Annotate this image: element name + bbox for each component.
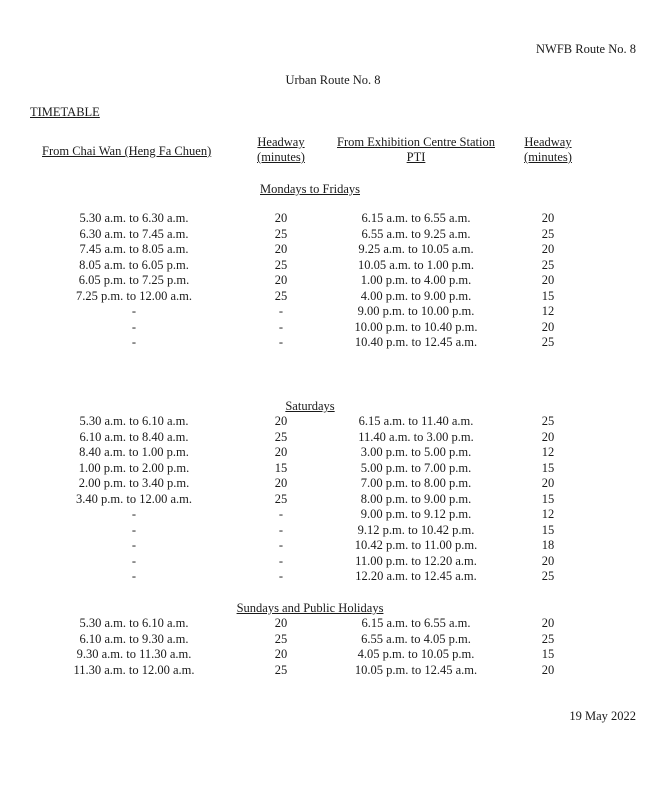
exhibition-headway: 25 <box>541 257 555 272</box>
timetable-weekdays <box>0 211 666 351</box>
exhibition-headway: 15 <box>541 647 555 661</box>
table-row <box>0 554 666 570</box>
exhibition-period: 12.20 a.m. to 12.45 a.m. <box>355 569 477 583</box>
table-row <box>0 616 666 632</box>
chai-wan-headway: 20 <box>274 211 288 225</box>
exhibition-headway: 15 <box>541 460 555 475</box>
table-row <box>0 647 666 663</box>
timetable-saturdays <box>0 414 666 585</box>
chai-wan-headway: - <box>278 553 284 568</box>
table-row <box>0 492 666 508</box>
exhibition-period: 6.15 a.m. to 11.40 a.m. <box>358 414 474 428</box>
table-row <box>0 414 666 430</box>
exhibition-label-line1: From Exhibition Centre Station <box>337 135 495 149</box>
chai-wan-headway: - <box>278 538 284 552</box>
chai-wan-period: - <box>131 507 137 521</box>
column-header-headway-outbound <box>254 135 308 165</box>
exhibition-headway: 15 <box>541 522 555 537</box>
chai-wan-headway: - <box>278 319 284 334</box>
chai-wan-headway: 20 <box>274 414 288 428</box>
exhibition-headway: 25 <box>541 569 555 583</box>
exhibition-headway: 20 <box>541 553 555 568</box>
chai-wan-period: 1.00 p.m. to 2.00 p.m. <box>78 460 190 475</box>
column-header-from-chai-wan: From Chai Wan (Heng Fa Chuen) <box>42 144 212 158</box>
exhibition-period: 10.42 p.m. to 11.00 p.m. <box>354 538 478 552</box>
chai-wan-headway: 20 <box>274 273 288 287</box>
exhibition-period: 5.00 p.m. to 7.00 p.m. <box>360 460 472 475</box>
chai-wan-period: 6.10 a.m. to 9.30 a.m. <box>79 631 189 646</box>
table-row <box>0 507 666 523</box>
chai-wan-headway: 20 <box>274 616 288 630</box>
headway-label: Headway <box>257 135 305 149</box>
exhibition-period: 1.00 p.m. to 4.00 p.m. <box>360 273 472 287</box>
exhibition-period: 4.05 p.m. to 10.05 p.m. <box>357 647 475 661</box>
exhibition-period: 9.00 p.m. to 9.12 p.m. <box>360 507 472 521</box>
table-row <box>0 304 666 320</box>
table-row <box>0 258 666 274</box>
exhibition-period: 6.55 a.m. to 9.25 a.m. <box>361 226 471 241</box>
chai-wan-headway: 20 <box>274 647 288 661</box>
exhibition-headway: 20 <box>541 242 555 256</box>
chai-wan-headway: 25 <box>274 257 288 272</box>
chai-wan-period: 8.05 a.m. to 6.05 p.m. <box>79 257 189 272</box>
chai-wan-period: 5.30 a.m. to 6.30 a.m. <box>79 211 189 225</box>
chai-wan-period: 6.10 a.m. to 8.40 a.m. <box>79 429 189 444</box>
chai-wan-period: 6.05 p.m. to 7.25 p.m. <box>78 273 190 287</box>
exhibition-period: 8.00 p.m. to 9.00 p.m. <box>360 491 472 506</box>
headway-unit: (minutes) <box>257 150 305 164</box>
chai-wan-headway: - <box>278 304 284 318</box>
exhibition-period: 7.00 p.m. to 8.00 p.m. <box>360 476 472 490</box>
exhibition-headway: 25 <box>541 226 555 241</box>
chai-wan-period: - <box>131 553 137 568</box>
section-title-weekdays <box>0 182 620 197</box>
chai-wan-period: 3.40 p.m. to 12.00 a.m. <box>76 491 192 506</box>
chai-wan-period: - <box>131 522 137 537</box>
exhibition-period: 3.00 p.m. to 5.00 p.m. <box>360 445 472 459</box>
table-row <box>0 476 666 492</box>
exhibition-headway: 25 <box>541 335 555 349</box>
table-row <box>0 445 666 461</box>
exhibition-period: 10.40 p.m. to 12.45 a.m. <box>354 335 478 349</box>
exhibition-headway: 12 <box>541 445 555 459</box>
headway-label: Headway <box>524 135 572 149</box>
table-row <box>0 632 666 648</box>
section-title-text: Saturdays <box>285 399 335 413</box>
chai-wan-headway: 25 <box>274 662 288 677</box>
chai-wan-period: 2.00 p.m. to 3.40 p.m. <box>78 476 190 490</box>
chai-wan-headway: 20 <box>274 242 288 256</box>
chai-wan-headway: - <box>278 507 284 521</box>
chai-wan-period: 7.25 p.m. to 12.00 a.m. <box>76 288 192 303</box>
section-title-saturdays <box>0 399 620 414</box>
chai-wan-headway: - <box>278 522 284 537</box>
exhibition-period: 6.15 a.m. to 6.55 a.m. <box>361 211 471 225</box>
chai-wan-headway: 15 <box>274 460 288 475</box>
headway-unit: (minutes) <box>524 150 572 164</box>
chai-wan-headway: 25 <box>274 288 288 303</box>
exhibition-headway: 12 <box>541 304 555 318</box>
table-row <box>0 461 666 477</box>
exhibition-headway: 20 <box>541 319 555 334</box>
table-row <box>0 211 666 227</box>
chai-wan-period: - <box>131 335 137 349</box>
chai-wan-period: 5.30 a.m. to 6.10 a.m. <box>79 616 189 630</box>
exhibition-headway: 20 <box>541 476 555 490</box>
exhibition-headway: 12 <box>541 507 555 521</box>
table-row <box>0 320 666 336</box>
chai-wan-period: - <box>131 569 137 583</box>
exhibition-headway: 18 <box>541 538 555 552</box>
exhibition-period: 9.12 p.m. to 10.42 p.m. <box>357 522 475 537</box>
exhibition-headway: 25 <box>541 631 555 646</box>
exhibition-period: 9.00 p.m. to 10.00 p.m. <box>357 304 475 318</box>
exhibition-period: 11.40 a.m. to 3.00 p.m. <box>358 429 474 444</box>
chai-wan-period: - <box>131 304 137 318</box>
chai-wan-period: 9.30 a.m. to 11.30 a.m. <box>76 647 192 661</box>
exhibition-period: 4.00 p.m. to 9.00 p.m. <box>360 288 472 303</box>
exhibition-period: 11.00 p.m. to 12.20 a.m. <box>355 553 477 568</box>
exhibition-period: 9.25 a.m. to 10.05 a.m. <box>358 242 474 256</box>
chai-wan-period: 7.45 a.m. to 8.05 a.m. <box>79 242 189 256</box>
table-row <box>0 538 666 554</box>
section-title-text: Sundays and Public Holidays <box>236 601 384 615</box>
exhibition-headway: 20 <box>541 273 555 287</box>
exhibition-headway: 20 <box>541 429 555 444</box>
chai-wan-period: 11.30 a.m. to 12.00 a.m. <box>73 662 195 677</box>
route-reference: NWFB Route No. 8 <box>536 42 636 56</box>
document-title: Urban Route No. 8 <box>285 73 381 87</box>
chai-wan-period: - <box>131 319 137 334</box>
chai-wan-headway: 25 <box>274 226 288 241</box>
table-row <box>0 289 666 305</box>
chai-wan-headway: - <box>278 335 284 349</box>
exhibition-headway: 15 <box>541 491 555 506</box>
exhibition-headway: 20 <box>541 616 555 630</box>
chai-wan-period: 5.30 a.m. to 6.10 a.m. <box>79 414 189 428</box>
exhibition-period: 10.05 p.m. to 12.45 a.m. <box>354 662 478 677</box>
table-row <box>0 242 666 258</box>
chai-wan-headway: 20 <box>274 476 288 490</box>
exhibition-headway: 20 <box>541 211 555 225</box>
section-title-sundays-holidays <box>0 601 620 616</box>
exhibition-period: 10.00 p.m. to 10.40 p.m. <box>354 319 478 334</box>
exhibition-period: 6.55 a.m. to 4.05 p.m. <box>361 631 471 646</box>
column-header-headway-inbound <box>520 135 576 165</box>
chai-wan-headway: 20 <box>274 445 288 459</box>
exhibition-period: 6.15 a.m. to 6.55 a.m. <box>361 616 471 630</box>
exhibition-headway: 25 <box>541 414 555 428</box>
table-row <box>0 523 666 539</box>
chai-wan-headway: 25 <box>274 491 288 506</box>
table-row <box>0 273 666 289</box>
exhibition-label-line2: PTI <box>406 150 426 164</box>
timetable-heading: TIMETABLE <box>30 105 100 119</box>
exhibition-headway: 20 <box>541 662 555 677</box>
exhibition-headway: 15 <box>541 288 555 303</box>
chai-wan-headway: 25 <box>274 429 288 444</box>
exhibition-period: 10.05 a.m. to 1.00 p.m. <box>358 257 474 272</box>
table-row <box>0 430 666 446</box>
section-title-text: Mondays to Fridays <box>260 182 360 196</box>
chai-wan-headway: - <box>278 569 284 583</box>
column-header-from-exhibition-centre <box>328 135 504 165</box>
timetable-sundays-holidays <box>0 616 666 678</box>
chai-wan-period: 6.30 a.m. to 7.45 a.m. <box>79 226 189 241</box>
document-date: 19 May 2022 <box>569 709 636 723</box>
table-row <box>0 335 666 351</box>
chai-wan-headway: 25 <box>274 631 288 646</box>
table-row <box>0 227 666 243</box>
table-row <box>0 569 666 585</box>
table-row <box>0 663 666 679</box>
chai-wan-period: - <box>131 538 137 552</box>
chai-wan-period: 8.40 a.m. to 1.00 p.m. <box>79 445 189 459</box>
